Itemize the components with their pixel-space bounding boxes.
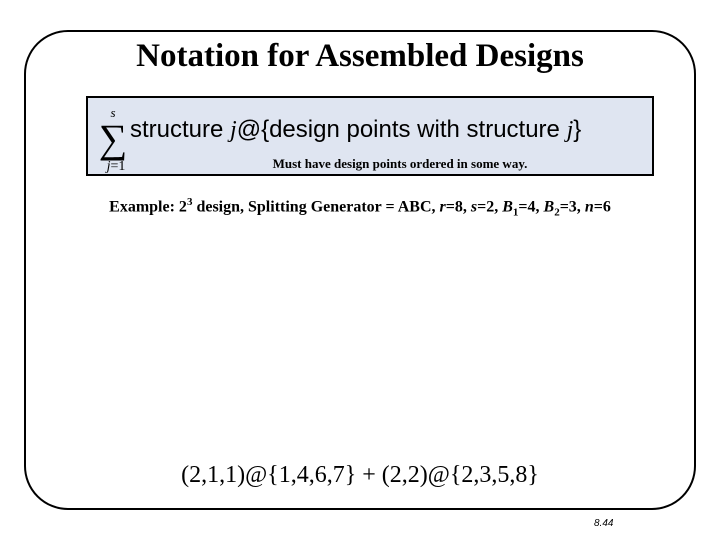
example-n-var: n: [584, 198, 594, 216]
sum-upper-limit: s: [110, 105, 116, 120]
example-exponent: 3: [186, 196, 193, 208]
formula-var1: j: [230, 117, 237, 143]
example-line: [0, 196, 720, 219]
sum-lower-var: j: [106, 159, 111, 174]
example-r-var: r: [439, 198, 446, 216]
example-b2-val: =3,: [559, 198, 585, 216]
example-b1-sub: 1: [512, 206, 519, 219]
sum-lower-rest: =1: [110, 159, 126, 174]
ordering-note: Must have design points ordered in some way.: [272, 156, 528, 171]
formula-part3: }: [573, 116, 582, 143]
example-b1-val: =4,: [518, 198, 544, 216]
formula-box: [86, 96, 654, 176]
page-title: Notation for Assembled Designs: [136, 38, 584, 74]
example-s-var: s: [470, 198, 478, 216]
assembled-design-result: (2,1,1)@{1,4,6,7} + (2,2)@{2,3,5,8}: [181, 462, 539, 488]
example-b2-sub: 2: [554, 206, 560, 219]
example-s-val: =2,: [477, 198, 503, 216]
example-prefix: Example: 2: [109, 198, 187, 216]
formula-text: [130, 116, 581, 144]
example-b1-var: B: [502, 198, 513, 216]
example-n-val: =6: [593, 198, 611, 216]
sigma-glyph: ∑: [98, 116, 128, 161]
formula-var2: j: [566, 117, 574, 143]
example-mid: design, Splitting Generator = ABC,: [192, 198, 440, 216]
page-number: 8.44: [594, 518, 614, 529]
formula-part2: @{design points with structure: [236, 116, 567, 143]
example-b2-var: B: [543, 198, 555, 216]
formula-part1: structure: [130, 116, 231, 143]
example-r-val: =8,: [445, 198, 471, 216]
